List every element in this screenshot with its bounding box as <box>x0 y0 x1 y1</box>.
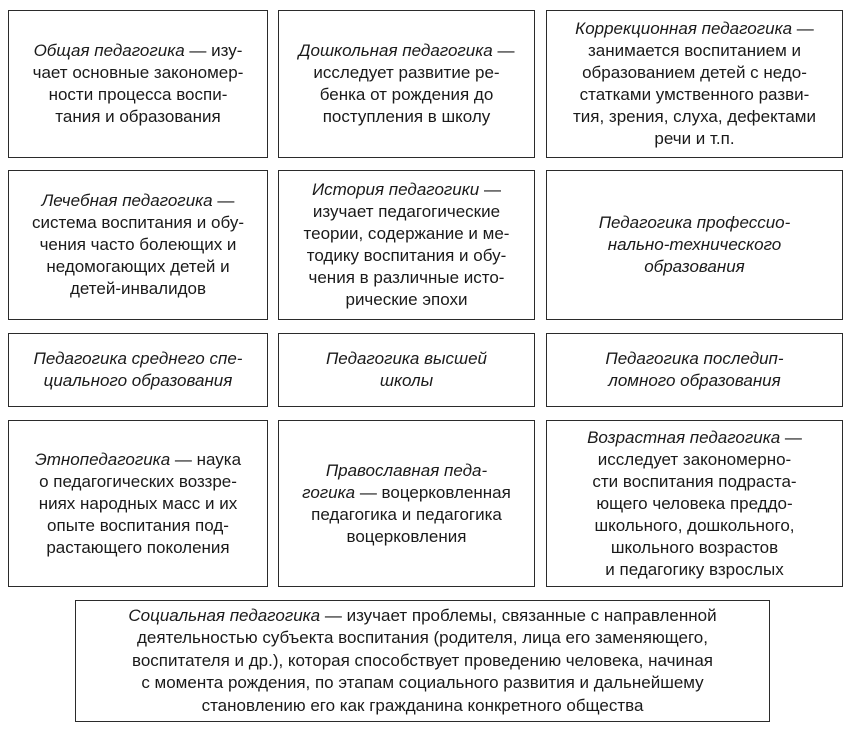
box-text <box>128 605 716 718</box>
box-term: Педагогика профессио- нально-технического образования <box>598 213 791 276</box>
box-term: Педагогика среднего спе- циального образования <box>33 349 243 390</box>
box-text <box>299 40 515 128</box>
box-desc: — воцерковленная педагогика и педагогика воцерковления <box>311 482 511 546</box>
box-term: Педагогика высшей школы <box>325 349 488 390</box>
box-postgraduate-pedagogy <box>546 333 843 407</box>
box-desc: — наука о педагогических воззре- ниях народных масс и их опыте воспитания под- растающего поколения <box>38 449 242 557</box>
box-term: Дошкольная педагогика <box>298 41 493 60</box>
box-text <box>573 18 816 150</box>
box-text <box>32 190 244 300</box>
box-desc: — исследует закономерно- сти воспитания подраста- ющего человека преддо- школьного, дошкольного, школьного возрастов и педагогику взрослых <box>592 427 802 579</box>
box-text <box>34 348 243 392</box>
box-therapeutic-pedagogy <box>8 170 268 320</box>
box-secondary-special-pedagogy <box>8 333 268 407</box>
box-desc: — исследует развитие ре- бенка от рождения до поступления в школу <box>313 41 515 126</box>
box-desc: — система воспитания и обу- чения часто болеющих и недомогающих детей и детей-инвалидов <box>32 191 244 298</box>
box-term: Социальная педагогика <box>128 605 321 625</box>
box-text <box>35 449 241 559</box>
box-preschool-pedagogy <box>278 10 535 158</box>
box-vocational-pedagogy <box>546 170 843 320</box>
box-correctional-pedagogy <box>546 10 843 158</box>
box-desc: — изу- чает основные закономер- ности процесса воспи- тания и образования <box>32 41 244 126</box>
box-text <box>302 460 511 548</box>
box-ethnopedagogy <box>8 420 268 587</box>
box-desc: — изучает педагогические теории, содержание и ме- тодику воспитания и обу- чения в различные исто- рические эпохи <box>303 180 510 309</box>
box-term: Возрастная педагогика <box>587 427 781 447</box>
box-history-of-pedagogy <box>278 170 535 320</box>
box-orthodox-pedagogy <box>278 420 535 587</box>
box-desc: — занимается воспитанием и образованием детей с недо- статками умственного разви- тия, зрения, слуха, дефектами речи и т.п. <box>573 19 816 148</box>
box-term: Коррекционная педагогика <box>575 19 793 38</box>
box-text <box>599 212 791 278</box>
box-term: Лечебная педагогика <box>41 191 213 210</box>
box-general-pedagogy <box>8 10 268 158</box>
box-term: Этнопедагогика <box>34 449 171 469</box>
box-age-pedagogy <box>546 420 843 587</box>
box-text <box>304 179 510 311</box>
box-higher-school-pedagogy <box>278 333 535 407</box>
box-text <box>33 40 244 128</box>
box-term: История педагогики <box>312 180 480 199</box>
box-term: Педагогика последип- ломного образования <box>605 349 784 390</box>
box-term: Общая педагогика <box>33 41 185 60</box>
box-desc: — изучает проблемы, связанные с направленной деятельностью субъекта воспитания (родителя, лица его заменяющего, воспитателя и др.), которая способствует проведению человека, начиная с момента рождения, по этапам социального развития и дальнейшему становлению его как гражданина конкретного общества <box>132 605 717 715</box>
box-text <box>326 348 487 392</box>
box-social-pedagogy <box>75 600 770 722</box>
box-text <box>587 427 802 581</box>
box-term: Православная педа- гогика <box>302 460 488 502</box>
box-text <box>605 348 783 392</box>
